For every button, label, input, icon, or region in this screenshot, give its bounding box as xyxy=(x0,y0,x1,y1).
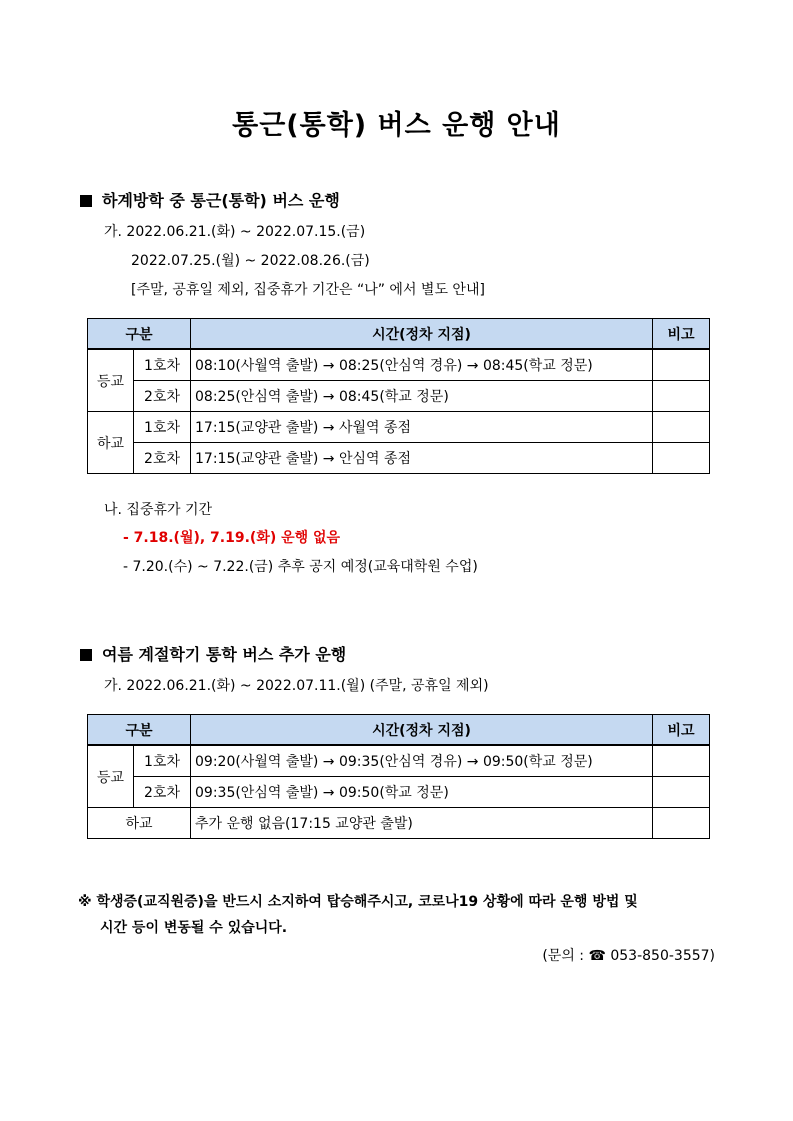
header-category: 구분 xyxy=(88,319,191,350)
car-cell: 1호차 xyxy=(134,745,191,777)
square-bullet-icon xyxy=(80,195,92,207)
car-cell: 1호차 xyxy=(134,412,191,443)
section1-period-note: [주말, 공휴일 제외, 집중휴가 기간은 “나” 에서 별도 안내] xyxy=(131,282,485,298)
remarks-cell xyxy=(653,745,710,777)
header-remarks: 비고 xyxy=(653,715,710,746)
time-cell: 추가 운행 없음(17:15 교양관 출발) xyxy=(191,808,653,839)
remarks-cell xyxy=(653,381,710,412)
header-time: 시간(정차 지점) xyxy=(191,715,653,746)
section2-heading-text: 여름 계절학기 통학 버스 추가 운행 xyxy=(102,645,347,664)
table-row xyxy=(88,777,710,808)
section1-period-line1: 가. 2022.06.21.(화) ~ 2022.07.15.(금) xyxy=(104,224,366,240)
schedule-table-1 xyxy=(87,318,710,474)
remarks-cell xyxy=(653,443,710,474)
car-cell: 2호차 xyxy=(134,381,191,412)
time-cell: 08:25(안심역 출발) → 08:45(학교 정문) xyxy=(191,381,653,412)
table-row xyxy=(88,412,710,443)
header-remarks: 비고 xyxy=(653,319,710,350)
page-title: 통근(통학) 버스 운행 안내 xyxy=(232,110,561,141)
no-service-notice: - 7.18.(월), 7.19.(화) 운행 없음 xyxy=(123,530,341,546)
car-cell: 1호차 xyxy=(134,349,191,381)
table-row xyxy=(88,349,710,381)
group-cell: 등교 xyxy=(88,745,134,808)
table-header-row xyxy=(88,715,710,746)
car-cell: 2호차 xyxy=(134,443,191,474)
group-cell: 하교 xyxy=(88,808,191,839)
footnote-line1: ※ 학생증(교직원증)을 반드시 소지하여 탑승해주시고, 코로나19 상황에 따라 운행 방법 및 xyxy=(78,894,638,910)
time-cell: 08:10(사월역 출발) → 08:25(안심역 경유) → 08:45(학교 정문) xyxy=(191,349,653,381)
time-cell: 09:35(안심역 출발) → 09:50(학교 정문) xyxy=(191,777,653,808)
header-category: 구분 xyxy=(88,715,191,746)
contact-info: (문의 : ☎ 053-850-3557) xyxy=(542,948,715,964)
car-cell: 2호차 xyxy=(134,777,191,808)
remarks-cell xyxy=(653,349,710,381)
section1-heading xyxy=(80,188,340,211)
remarks-cell xyxy=(653,412,710,443)
group-cell: 하교 xyxy=(88,412,134,474)
header-time: 시간(정차 지점) xyxy=(191,319,653,350)
table-row xyxy=(88,745,710,777)
table-row xyxy=(88,808,710,839)
remarks-cell xyxy=(653,777,710,808)
section2-period-line1: 가. 2022.06.21.(화) ~ 2022.07.11.(월) (주말, 공휴일 제외) xyxy=(104,678,489,694)
tbd-notice: - 7.20.(수) ~ 7.22.(금) 추후 공지 예정(교육대학원 수업) xyxy=(123,559,478,575)
group-cell: 등교 xyxy=(88,349,134,412)
section1-sub-heading: 나. 집중휴가 기간 xyxy=(104,502,213,518)
table-row xyxy=(88,443,710,474)
time-cell: 17:15(교양관 출발) → 사월역 종점 xyxy=(191,412,653,443)
remarks-cell xyxy=(653,808,710,839)
square-bullet-icon xyxy=(80,649,92,661)
schedule-table-2 xyxy=(87,714,710,839)
table-header-row xyxy=(88,319,710,350)
section1-period-line2: 2022.07.25.(월) ~ 2022.08.26.(금) xyxy=(131,253,370,269)
section2-heading xyxy=(80,642,346,665)
footnote-line2: 시간 등이 변동될 수 있습니다. xyxy=(100,920,288,936)
time-cell: 17:15(교양관 출발) → 안심역 종점 xyxy=(191,443,653,474)
section1-heading-text: 하계방학 중 통근(통학) 버스 운행 xyxy=(102,191,340,210)
table-row xyxy=(88,381,710,412)
time-cell: 09:20(사월역 출발) → 09:35(안심역 경유) → 09:50(학교 정문) xyxy=(191,745,653,777)
